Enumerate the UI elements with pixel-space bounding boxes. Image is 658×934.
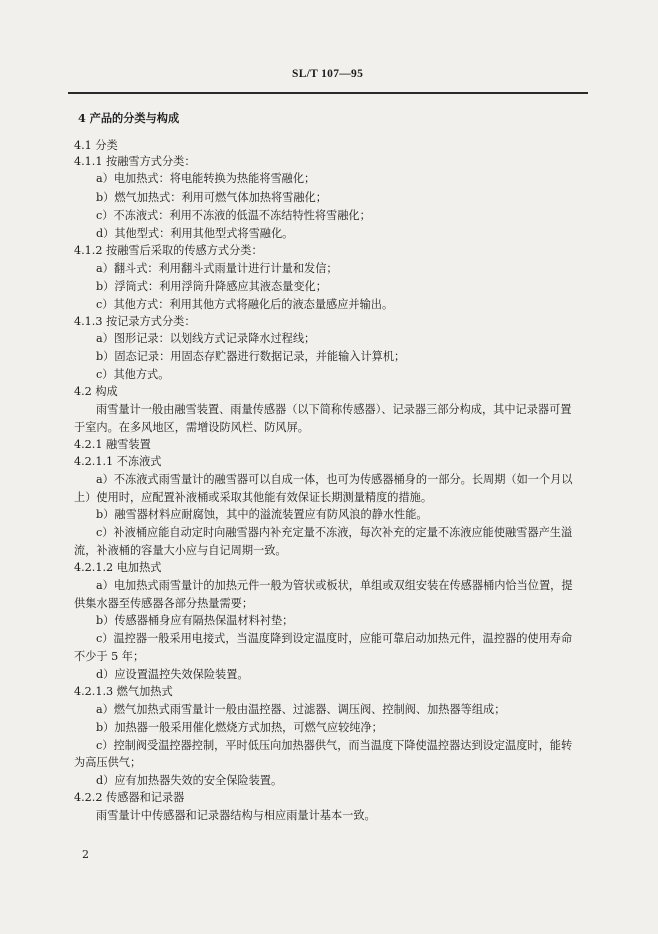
text-line: 流，补液桶的容量大小应与自记周期一致。 <box>74 544 287 557</box>
text-line: c）控制阀受温控器控制，平时低压向加热器供气，而当温度下降使温控器达到设定温度时，能转 <box>96 739 573 752</box>
text-line: d）应有加热器失效的安全保险装置。 <box>96 774 283 787</box>
text-line: 4.1.1 按融雪方式分类： <box>74 155 196 168</box>
text-line: c）补液桶应能自动定时向融雪器内补充定量不冻液，每次补充的定量不冻液应能使融雪器产生溢 <box>96 526 573 539</box>
text-line: 4.2.1.1 不冻液式 <box>74 455 162 468</box>
text-line: 4.2.1.3 燃气加热式 <box>74 685 173 698</box>
standard-code-header: SL/T 107—95 <box>292 68 364 80</box>
text-line: 雨雪量计一般由融雪装置、雨量传感器（以下简称传感器）、记录器三部分构成，其中记录器可置 <box>96 403 572 416</box>
text-line: a）电加热式：将电能转换为热能将雪融化； <box>96 172 316 185</box>
text-line: b）加热器一般采用催化燃烧方式加热，可燃气应较纯净； <box>96 721 383 734</box>
text-line: b）燃气加热式：利用可燃气体加热将雪融化； <box>96 191 327 204</box>
text-line: 4 产品的分类与构成 <box>78 111 180 125</box>
text-line: b）融雪器材料应耐腐蚀，其中的溢流装置应有防风浪的静水性能。 <box>96 508 428 521</box>
text-line: 4.1.2 按融雪后采取的传感方式分类： <box>74 244 263 257</box>
header-rule <box>68 92 588 94</box>
page-number: 2 <box>82 848 89 861</box>
text-line: 4.2.1.2 电加热式 <box>74 561 162 574</box>
text-line: 4.2.2 传感器和记录器 <box>74 791 185 804</box>
text-line: 供集水器至传感器各部分热量需要； <box>74 597 254 610</box>
text-line: 雨雪量计中传感器和记录器结构与相应雨量计基本一致。 <box>96 809 376 822</box>
text-line: a）翻斗式：利用翻斗式雨量计进行计量和发信； <box>96 262 338 275</box>
text-line: b）浮筒式：利用浮筒升降感应其液态量变化； <box>96 280 327 293</box>
text-line: c）其他方式。 <box>96 368 170 381</box>
text-line: 4.2 构成 <box>74 385 118 398</box>
text-line: 4.2.1 融雪装置 <box>74 438 151 451</box>
text-line: 4.1.3 按记录方式分类： <box>74 315 196 328</box>
text-line: a）电加热式雨雪量计的加热元件一般为管状或板状，单组或双组安装在传感器桶内恰当位置，提 <box>96 579 573 592</box>
text-line: 为高压供气； <box>74 756 142 769</box>
text-line: d）其他型式：利用其他型式将雪融化。 <box>96 227 294 240</box>
text-line: 于室内。在多风地区，需增设防风栏、防风屏。 <box>74 421 309 434</box>
text-line: b）固态记录：用固态存贮器进行数据记录，并能输入计算机； <box>96 350 406 363</box>
text-line: a）不冻液式雨雪量计的融雪器可以自成一体，也可为传感器桶身的一部分。长周期（如一个月以 <box>96 473 573 486</box>
text-line: c）不冻液式：利用不冻液的低温不冻结特性将雪融化； <box>96 209 371 222</box>
text-line: c）温控器一般采用电接式，当温度降到设定温度时，应能可靠启动加热元件，温控器的使用寿命 <box>96 632 573 645</box>
text-line: c）其他方式：利用其他方式将融化后的液态量感应并输出。 <box>96 298 394 311</box>
text-line: 不少于 5 年； <box>74 650 145 663</box>
text-line: a）燃气加热式雨雪量计一般由温控器、过滤器、调压阀、控制阀、加热器等组成； <box>96 703 506 716</box>
text-line: a）图形记录：以划线方式记录降水过程线； <box>96 332 316 345</box>
text-line: b）传感器桶身应有隔热保温材料衬垫； <box>96 614 294 627</box>
text-line: 上）使用时，应配置补液桶或采取其他能有效保证长期测量精度的措施。 <box>74 491 433 504</box>
text-line: d）应设置温控失效保险装置。 <box>96 668 249 681</box>
text-line: 4.1 分类 <box>74 139 118 152</box>
